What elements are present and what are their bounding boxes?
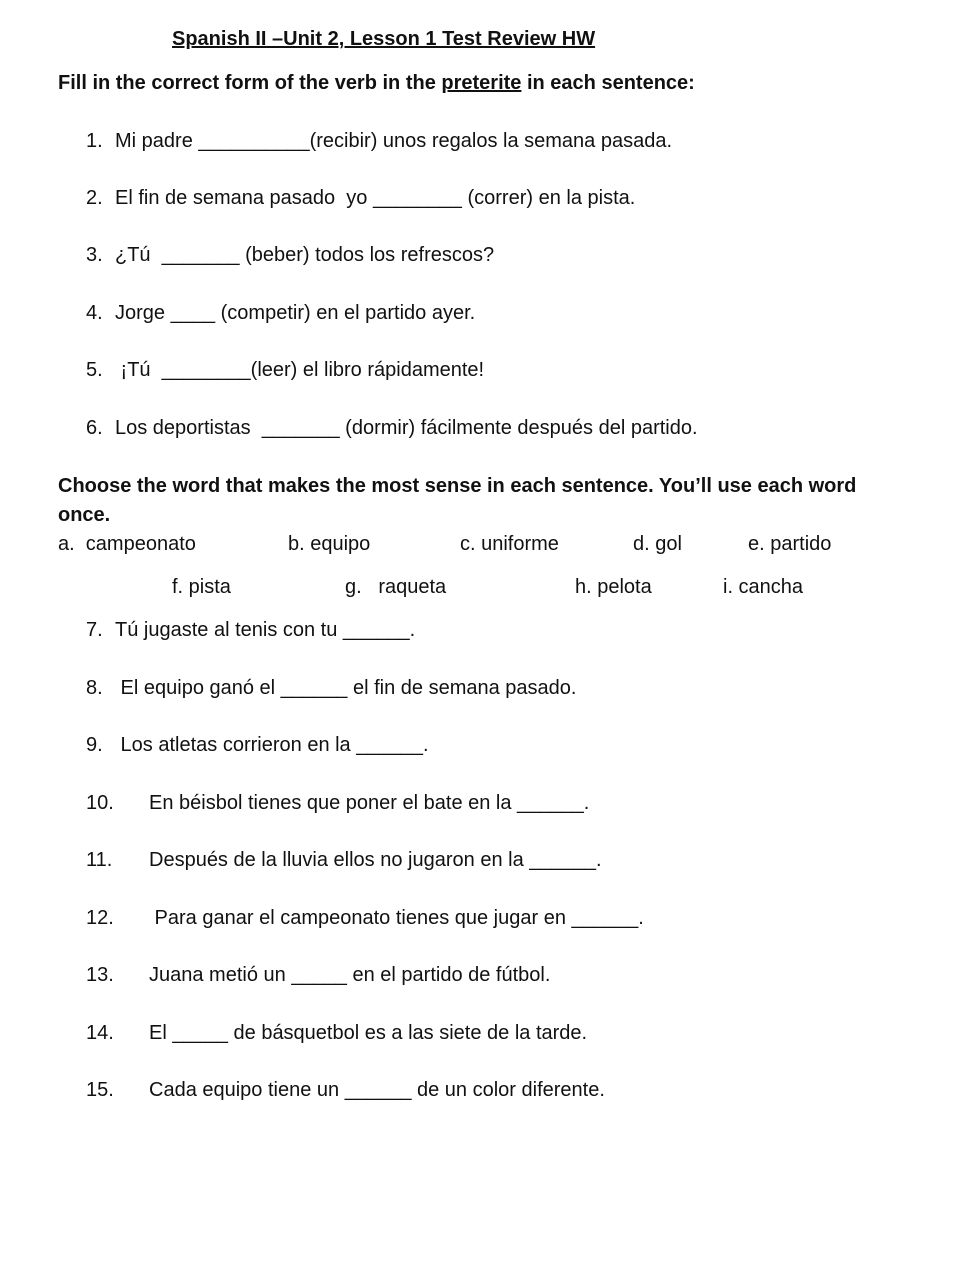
question-9-number: 9. [86,734,103,756]
word-bank-a: a. campeonato [58,533,196,555]
word-bank-b: b. equipo [288,533,371,555]
question-8-number: 8. [86,677,103,699]
word-bank-d: d. gol [633,533,682,555]
question-12-number: 12. [86,907,114,929]
question-15-text: Cada equipo tiene un ______ de un color diferente. [149,1079,605,1101]
preterite-keyword: preterite [441,72,522,94]
word-bank-e: e. partido [748,533,832,555]
question-7-text: Tú jugaste al tenis con tu ______. [115,619,416,641]
question-15-number: 15. [86,1079,114,1101]
question-10-number: 10. [86,792,114,814]
question-6-text: Los deportistas _______ (dormir) fácilmente después del partido. [115,417,698,439]
question-14-number: 14. [86,1022,114,1044]
question-10-text: En béisbol tienes que poner el bate en la ______. [149,792,590,814]
question-1-text: Mi padre __________(recibir) unos regalos la semana pasada. [115,130,673,152]
question-12-text: Para ganar el campeonato tienes que jugar en ______. [149,907,644,929]
question-2-text: El fin de semana pasado yo ________ (correr) en la pista. [115,187,636,209]
question-3-number: 3. [86,244,103,266]
question-11-text: Después de la lluvia ellos no jugaron en la ______. [149,849,602,871]
question-7-number: 7. [86,619,103,641]
question-2-number: 2. [86,187,103,209]
section1-instruction [58,71,695,95]
section1-instruction-end: in each sentence: [521,72,695,94]
question-5-text: ¡Tú ________(leer) el libro rápidamente! [115,359,485,381]
question-3-text: ¿Tú _______ (beber) todos los refrescos? [115,244,495,266]
question-13-text: Juana metió un _____ en el partido de fútbol. [149,964,551,986]
question-11-number: 11. [86,849,113,871]
section2-instruction-line1: Choose the word that makes the most sense in each sentence. You’ll use each word [58,475,857,497]
question-13-number: 13. [86,964,114,986]
word-bank-g: g. raqueta [345,576,447,598]
page-title: Spanish II –Unit 2, Lesson 1 Test Review HW [172,28,596,50]
question-8-text: El equipo ganó el ______ el fin de semana pasado. [115,677,577,699]
word-bank-h: h. pelota [575,576,652,598]
section1-instruction-start: Fill in the correct form of the verb in the [58,72,442,94]
question-9-text: Los atletas corrieron en la ______. [115,734,429,756]
question-1-number: 1. [86,130,103,152]
word-bank-i: i. cancha [723,576,804,598]
question-6-number: 6. [86,417,103,439]
question-14-text: El _____ de básquetbol es a las siete de la tarde. [149,1022,588,1044]
question-5-number: 5. [86,359,103,381]
section2-instruction-line2: once. [58,504,111,526]
question-4-number: 4. [86,302,103,324]
word-bank-c: c. uniforme [460,533,559,555]
word-bank-f: f. pista [172,576,231,598]
question-4-text: Jorge ____ (competir) en el partido ayer. [115,302,476,324]
